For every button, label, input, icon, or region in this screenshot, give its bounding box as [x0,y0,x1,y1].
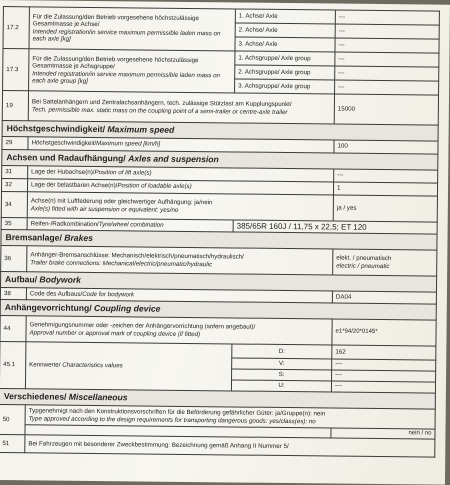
sub-value: --- [332,370,436,382]
field-number: 44 [0,316,26,342]
field-description: Lage der belastbaren Achse(n)/Position of loadable axle(s) [27,179,333,195]
field-number: 17.3 [3,49,29,91]
field-value: 385/65R 160J / 11,75 x 22,5; ET 120 [233,220,437,234]
field-value: elekt. / pneumatisch electric / pneumatic [333,249,437,276]
field-value: nein / no [331,428,435,439]
sub-label: D: [232,344,332,359]
field-description: Genehmigungsnummer oder -zeichen der Anhängervorrichtung (sofern angebaut)/ Approval number or approval mark of coupling device (if fitted) [26,316,332,345]
field-number: 17.2 [3,7,29,49]
field-description: Lage der Hubachse(n)/Position of lift axle(s) [28,166,334,182]
field-description: Für die Zulassung/den Betrieb vorgesehene höchstzulässige Gesamtmasse je Achsgruppe/ Intended registration/in service maximum permissible laden mass on each axle group [kg] [29,49,235,93]
field-number: 19 [2,91,28,121]
field-number: 36 [1,246,27,272]
row-19 [2,91,438,126]
coc-data-table [0,6,440,458]
field-description: Code des Aufbaus/Code for bodywork [26,288,332,303]
sub-label: 3. Achsgruppe/ Axle group [235,79,335,94]
sub-value: 162 [332,345,436,360]
sub-label: 1. Achse/ Axle [235,9,335,24]
field-number: 38 [0,288,26,300]
sub-label: S: [232,369,332,381]
field-number: 29 [2,137,28,150]
sub-value: --- [335,52,439,67]
sub-label: V: [232,358,332,370]
field-number: 35 [1,218,27,230]
sub-value: --- [335,24,439,39]
field-number: 45.1 [0,342,26,389]
field-description: Bei Fahrzeugen mit besonderer Zweckbestimmung: Bezeichnung gemäß Anhang II Nummer 5/ [25,435,435,457]
field-number: 50 [0,405,25,436]
field-value: 1 [333,182,437,196]
sub-label: 2. Achse/ Axle [235,23,335,38]
field-number: 34 [1,192,27,218]
field-value: --- [334,169,438,183]
field-number: 31 [2,166,28,179]
sub-label: 2. Achsgruppe/ Axle group [235,65,335,80]
section-axles-suspension: Achsen und Radaufhängung/ Axles and suspension [2,150,438,171]
sub-label: 1. Achsgruppe/ Axle group [235,51,335,66]
sub-value: --- [332,359,436,371]
field-number: 51 [0,435,25,453]
field-value: ja / yes [333,195,437,222]
sub-label: U: [231,380,331,392]
field-value: 15000 [334,94,438,125]
field-value: e1*94/20*0145* [332,319,436,346]
row-51 [0,435,435,458]
section-bodywork: Aufbau/ Bodywork [0,272,436,293]
field-description: Anhänger-Bremsanschlüsse: Mechanisch/elektrisch/pneumatisch/hydraulisch/ Trailer brake connections: Mechanical/electric/pneumatic/hydraulic [27,246,333,275]
field-description: Höchstgeschwindigkeit/Maximum speed [km/h] [28,137,334,153]
field-number: 32 [1,179,27,192]
field-description: Für die Zulassung/den Betrieb vorgesehene höchstzulässige Gesamtmasse je Achse/ Intended registration/in service maximum permissible laden mass on each axle [kg] [29,7,235,51]
field-description: Typgenehmigt nach den Konstruktionsvorschriften für die Beförderung gefährlicher Güter: ja/Gruppe(n): nein Type approved according to the design requirements for transporting dangerous goods: yes/class(es): no [25,405,435,429]
section-maximum-speed: Höchstgeschwindigkeit/ Maximum speed [2,121,438,142]
field-description: Reifen-/Radkombination/Tyre/wheel combination [27,218,233,232]
sub-value: --- [335,80,439,95]
field-description: Bei Sattelanhängern und Zentralachsanhängern, tech. zulässige Stützlast am Kupplungspunkt/ Tech. permissible max. static mass on the coupling point of a semi-trailer or centre-axle trailer [28,91,334,124]
sub-value: --- [335,10,439,25]
row-17-2 [3,7,439,26]
field-description: Kennwerte/ Characteristics values [25,342,231,391]
section-coupling-device: Anhängevorrichtung/ Coupling device [0,300,436,321]
field-description: Achse(n) mit Luftfederung oder gleichwertiger Aufhängung: ja/nein Axle(s) fitted with air suspension or equivalent: yes/no [27,192,333,221]
sub-value: --- [335,66,439,81]
sub-label: 3. Achse/ Axle [235,37,335,52]
field-value: 100 [334,140,438,154]
section-brakes: Bremsanlage/ Brakes [1,230,437,251]
sub-value: --- [335,38,439,53]
section-miscellaneous: Verschiedenes/ Miscellaneous [0,389,435,410]
sub-value: --- [331,381,435,393]
field-value: DA04 [332,291,436,304]
